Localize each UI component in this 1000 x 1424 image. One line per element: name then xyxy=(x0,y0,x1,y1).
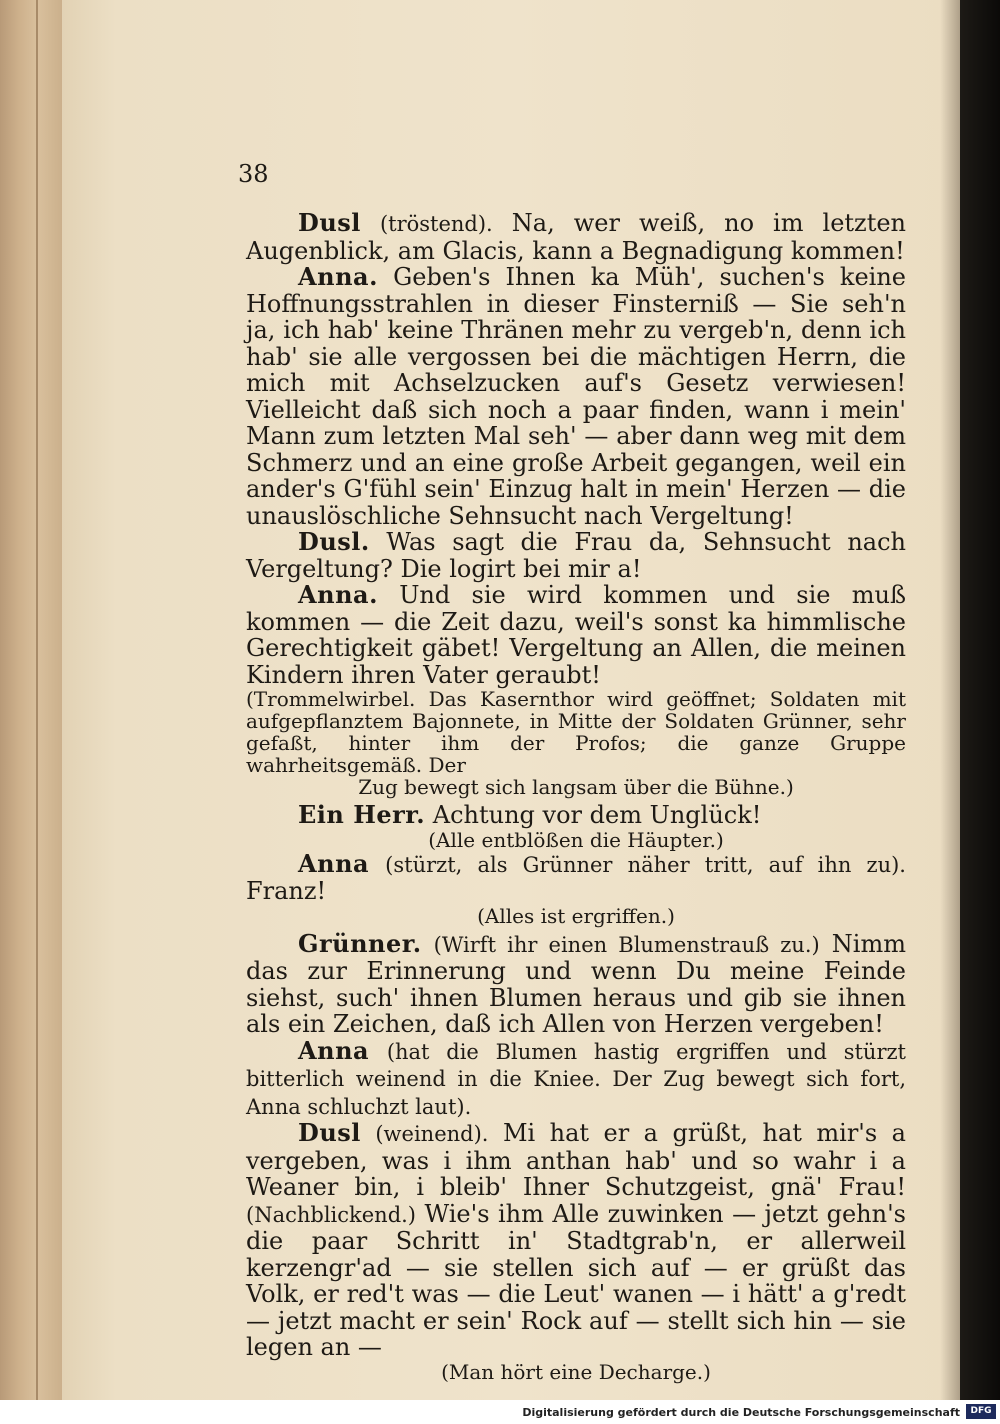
footer-bar xyxy=(0,1400,1000,1424)
stage-direction: (tröstend). xyxy=(379,212,493,236)
speaker-name: Dusl xyxy=(298,1118,361,1147)
speaker-name: Anna. xyxy=(298,262,378,291)
stage-direction: (hat die Blumen hastig ergriffen und stürzt bitterlich weinend in die Kniee. Der Zug bewegt sich fort, Anna schluchzt laut). xyxy=(246,1039,906,1119)
speaker-name: Dusl. xyxy=(298,527,370,556)
dialogue-anna-2 xyxy=(246,582,906,688)
stage-direction: (Wirft ihr einen Blumenstrauß zu.) xyxy=(433,932,820,957)
speaker-name: Anna. xyxy=(298,580,378,609)
dialogue-text: Geben's Ihnen ka Müh', suchen's keine Hoffnungsstrahlen in dieser Finsterniß — Sie seh'n ja, ich hab' keine Thränen mehr zu vergeb'n, denn ich hab' sie alle vergossen bei die mächtigen Herrn, die mich mit Achselzucken auf's Gesetz verwiesen! Vielleicht daß sich noch a paar finden, wann i mein' Mann zum letzten Mal seh' — aber dann weg mit dem Schmerz und an eine große Arbeit gegangen, weil ein ander's G'fühl sein' Einzug halt in mein' Herzen — die unauslöschliche Sehnsucht nach Vergeltung! xyxy=(246,263,906,530)
dialogue-text: Nimm das zur Erinnerung und wenn Du meine Feinde siehst, such' ihnen Blumen heraus und gib sie ihnen als ein Zeichen, daß ich Allen von Herzen vergeben! xyxy=(246,929,906,1038)
dialogue-text: Achtung vor dem Unglück! xyxy=(432,801,762,829)
page-stack-edge xyxy=(0,0,62,1400)
dialogue-gruenner xyxy=(246,928,906,1038)
dialogue-text: Mi hat er a grüßt, hat mir's a vergeben, was i ihm anthan hab' und so wahr i a Weaner bin, i bleib' Ihner Schutzgeist, gnä' Frau! xyxy=(246,1119,906,1201)
dialogue-dusl-3 xyxy=(246,1120,906,1361)
speaker-name: Ein Herr. xyxy=(298,800,426,829)
speaker-name: Dusl xyxy=(298,208,361,237)
dialogue-dusl-2 xyxy=(246,529,906,582)
stage-direction-procession-end: Zug bewegt sich langsam über die Bühne.) xyxy=(358,775,794,799)
dialogue-anna-3 xyxy=(246,848,906,905)
dialogue-text: Franz! xyxy=(246,877,327,905)
dialogue-text: Wie's ihm Alle zuwinken — jetzt gehn's die paar Schritt in' Stadtgrab'n, er allerweil kerzengr'ad — sie stellen sich auf — er grüßt das Volk, er red't was — die Leut' wanen — i hätt' a g'redt — jetzt macht er sein' Rock auf — stellt sich hin — sie legen an — xyxy=(246,1199,906,1361)
stage-direction: (stürzt, als Grünner näher tritt, auf ihn zu). xyxy=(385,852,906,877)
dialogue-text: Was sagt die Frau da, Sehnsucht nach Vergeltung? Die logirt bei mir a! xyxy=(246,528,906,583)
stage-direction: (Alle entblößen die Häupter.) xyxy=(428,827,724,852)
dialogue-anna-1 xyxy=(246,264,906,529)
gutter-shadow xyxy=(940,0,960,1400)
speaker-name: Anna xyxy=(298,1035,370,1065)
page-text xyxy=(246,210,906,1383)
dialogue-ein-herr xyxy=(246,802,906,829)
book-binding xyxy=(960,0,1000,1400)
stage-direction: (Alles ist ergriffen.) xyxy=(477,903,675,928)
funding-credit: Digitalisierung gefördert durch die Deutsche Forschungsgemeinschaft xyxy=(522,1406,960,1419)
closing-stage-direction: (Man hört eine Decharge.) xyxy=(441,1359,711,1384)
stage-direction-procession: (Trommelwirbel. Das Kasernthor wird geöffnet; Soldaten mit aufgepflanztem Bajonnete, in Mitte der Soldaten Grünner, sehr gefaßt, hinter ihm der Profos; die ganze Gruppe wahrheitsgemäß. Der xyxy=(246,687,906,777)
page-number: 38 xyxy=(238,160,269,188)
stage-direction: (Nachblickend.) xyxy=(246,1202,416,1227)
dialogue-text: Na, wer weiß, no im letzten Augenblick, am Glacis, kann a Begnadigung kommen! xyxy=(246,209,906,265)
speaker-name: Anna xyxy=(298,848,370,878)
dialogue-anna-4 xyxy=(246,1035,906,1121)
stage-direction: (weinend). xyxy=(375,1122,489,1146)
dialogue-text: Und sie wird kommen und sie muß kommen — die Zeit dazu, weil's sonst ka himmlische Gerechtigkeit gäbet! Vergeltung an Allen, die meinen Kindern ihren Vater geraubt! xyxy=(246,581,906,689)
dialogue-dusl-1 xyxy=(246,210,906,264)
dfg-logo: DFG xyxy=(966,1404,996,1419)
speaker-name: Grünner. xyxy=(298,928,422,958)
